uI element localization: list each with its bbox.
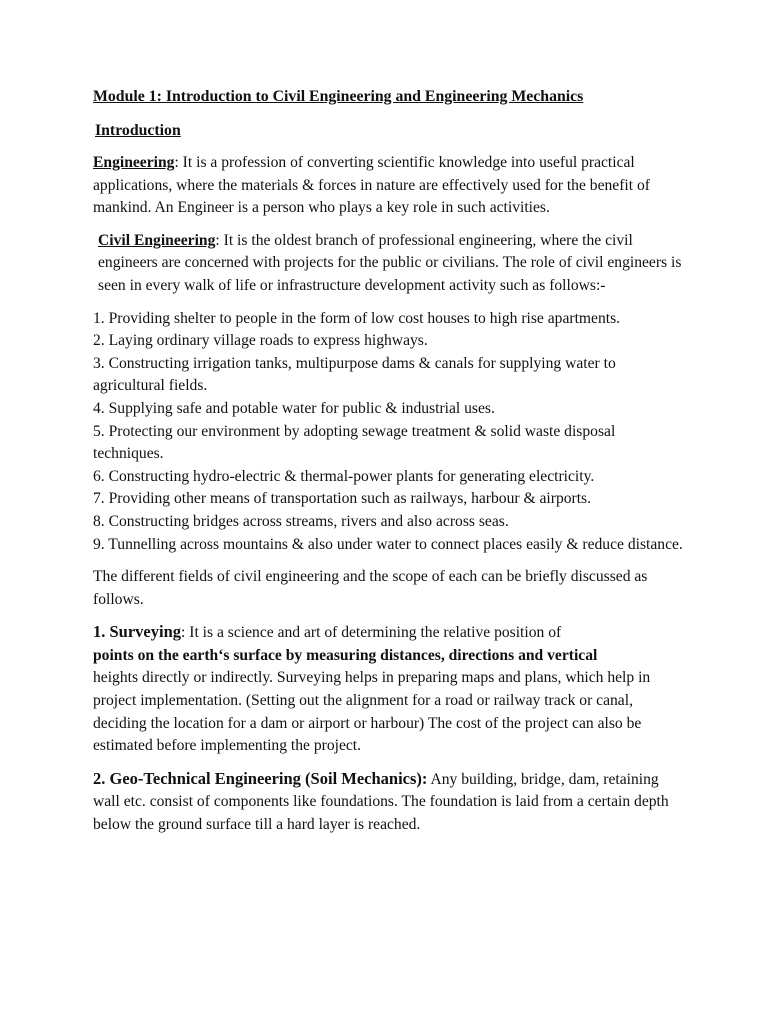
geotechnical-text: Any building, bridge, dam, retaining wall etc. consist of components like foundations. The foundation is laid from a certain depth below the ground surface till a hard layer is reached. [93, 770, 669, 834]
surveying-paragraph [93, 621, 683, 758]
civil-engineering-paragraph [93, 230, 683, 298]
list-item: 2. Laying ordinary village roads to express highways. [93, 332, 428, 350]
list-item: 4. Supplying safe and potable water for public & industrial uses. [93, 399, 495, 417]
civil-engineering-term: Civil Engineering [98, 231, 216, 249]
activities-list [93, 308, 683, 557]
engineering-definition: : It is a profession of converting scientific knowledge into useful practical applications, where the materials & forces in nature are effectively used for the benefit of mankind. An Engineer is a person who plays a key role in such activities. [93, 154, 650, 217]
geotechnical-term: 2. Geo-Technical Engineering (Soil Mechanics): [93, 768, 428, 788]
list-item: 1. Providing shelter to people in the form of low cost houses to high rise apartments. [93, 309, 621, 327]
surveying-text-c: heights directly or indirectly. Surveying helps in preparing maps and plans, which help in project implementation. (Setting out the alignment for a road or railway track or canal, deciding the location for a dam or airport or harbour) The cost of the project can also be estimated before implementing the project. [93, 669, 651, 755]
introduction-heading: Introduction [95, 122, 181, 139]
list-item: 3. Constructing irrigation tanks, multipurpose dams & canals for supplying water to agricultural fields. [93, 354, 616, 395]
document-title: Module 1: Introduction to Civil Engineering and Engineering Mechanics [93, 88, 584, 105]
list-item: 8. Constructing bridges across streams, rivers and also across seas. [93, 512, 509, 530]
list-item: 9. Tunnelling across mountains & also under water to connect places easily & reduce distance. [93, 535, 683, 553]
surveying-term: 1. Surveying [93, 622, 182, 642]
geotechnical-paragraph [93, 768, 683, 837]
fields-intro-paragraph: The different fields of civil engineering and the scope of each can be briefly discussed as follows. [93, 568, 648, 608]
surveying-text-a: : It is a science and art of determining the relative position of [181, 624, 562, 642]
list-item: 5. Protecting our environment by adopting sewage treatment & solid waste disposal techniques. [93, 422, 616, 463]
civil-engineering-definition: : It is the oldest branch of professional engineering, where the civil engineers are concerned with projects for the public or civilians. The role of civil engineers is seen in every walk of life or infrastructure development activity such as follows:- [98, 231, 682, 294]
list-item: 6. Constructing hydro-electric & thermal-power plants for generating electricity. [93, 467, 595, 485]
document-page [93, 86, 683, 847]
surveying-text-b: points on the earth‘s surface by measuring distances, directions and vertical [93, 646, 598, 664]
engineering-paragraph [93, 152, 683, 220]
list-item: 7. Providing other means of transportation such as railways, harbour & airports. [93, 490, 592, 508]
engineering-term: Engineering [93, 154, 175, 171]
